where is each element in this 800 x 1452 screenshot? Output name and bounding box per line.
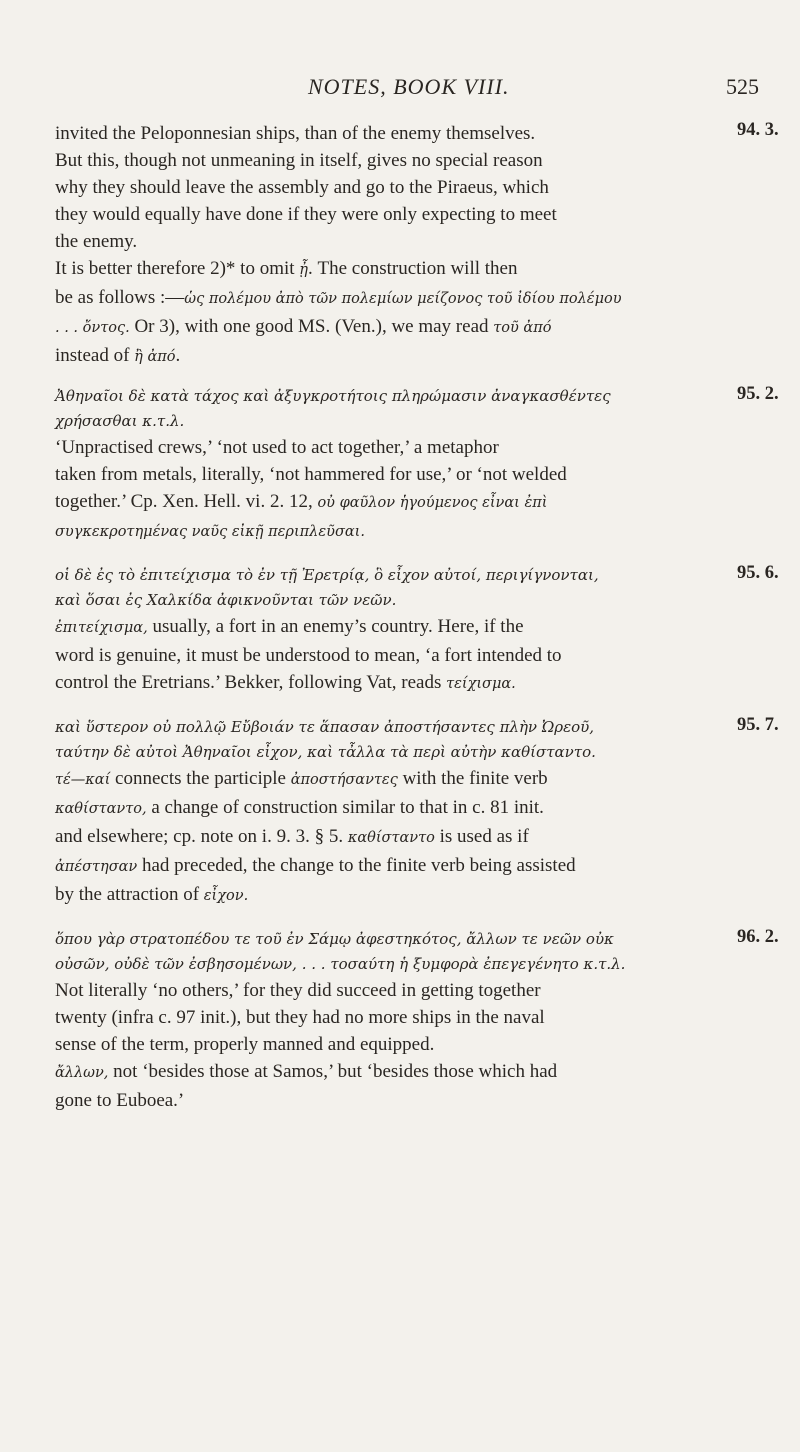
lemma	[55, 384, 779, 434]
text-span: instead of	[55, 345, 135, 366]
greek-quote: συγκεκροτημένας ναῦς εἰκῇ περιπλεῦσαι.	[55, 524, 365, 540]
greek-term: καθίσταντο	[347, 830, 435, 846]
greek-term: ἐπιτείχισμα,	[55, 620, 148, 636]
text-span: control the Eretrians.’ Bekker, following Vat, reads	[55, 672, 447, 693]
text-line: they would equally have done if they were only expecting to meet	[55, 204, 557, 225]
text-line: gone to Euboea.’	[55, 1090, 185, 1111]
lemma-line: ὅπου γὰρ στρατοπέδου τε τοῦ ἐν Σάμῳ ἀφεστηκότος, ἄλλων τε νεῶν οὐκ	[55, 930, 614, 948]
greek-quote: οὐ φαῦλον ἡγούμενος εἶναι ἐπὶ	[317, 495, 548, 511]
lemma-line: οἱ δὲ ἐς τὸ ἐπιτείχισμα τὸ ἐν τῇ Ἐρετρίᾳ, ὃ εἶχον αὐτοί, περιγίγνονται,	[55, 566, 599, 584]
lemma-line: καὶ ὕστερον οὐ πολλῷ Εὔβοιάν τε ἅπασαν ἀποστήσαντες πλὴν Ὠρεοῦ,	[55, 718, 595, 736]
greek-term: ἄλλων,	[55, 1065, 109, 1081]
text-line	[55, 284, 730, 313]
lemma-line: χρήσασθαι κ.τ.λ.	[55, 412, 185, 430]
greek-term: ἢ ἀπό	[134, 349, 176, 365]
text-line: twenty (infra c. 97 init.), but they had no more ships in the naval	[55, 1007, 545, 1028]
page-number: 525	[726, 74, 759, 99]
text-span: Or 3), with one good MS. (Ven.), we may read	[129, 316, 494, 337]
paragraph	[55, 613, 730, 698]
text-span: with the finite verb	[397, 768, 548, 789]
text-line	[55, 852, 730, 881]
lemma-line: καὶ ὅσαι ἐς Χαλκίδα ἀφικνοῦνται τῶν νεῶν.	[55, 591, 397, 609]
text-span: by the attraction of	[55, 884, 204, 905]
text-span: It is better therefore 2)* to omit	[55, 258, 300, 279]
paragraph	[55, 120, 779, 255]
text-span: usually, a fort in an enemy’s country. Here, if the	[147, 616, 524, 637]
text-span: together.’ Cp. Xen. Hell. vi. 2. 12,	[55, 491, 318, 512]
section-reference: 96. 2.	[737, 927, 779, 947]
paragraph	[55, 255, 730, 371]
section-reference: 94. 3.	[737, 120, 779, 140]
text-span: a change of construction similar to that in c. 81 init.	[146, 797, 544, 818]
greek-term: τοῦ ἀπό	[493, 320, 552, 336]
text-span: and elsewhere; cp. note on i. 9. 3. § 5.	[55, 826, 348, 847]
greek-term: ᾖ	[299, 262, 308, 278]
text-line: invited the Peloponnesian ships, than of the enemy themselves.	[55, 123, 536, 144]
lemma	[55, 563, 779, 613]
greek-term: ἀποστήσαντες	[290, 772, 398, 788]
section-reference: 95. 6.	[737, 563, 779, 583]
text-line	[55, 669, 730, 698]
section-reference: 95. 7.	[737, 715, 779, 735]
paragraph	[55, 765, 730, 910]
text-line	[55, 488, 730, 517]
text-span: . The construction will then	[307, 258, 518, 279]
text-span: not ‘besides those at Samos,’ but ‘besides those which had	[108, 1061, 558, 1082]
text-line	[55, 313, 730, 342]
running-header	[0, 74, 800, 110]
text-line: taken from metals, literally, ‘not hammered for use,’ or ‘not welded	[55, 464, 567, 485]
text-span: connects the participle	[110, 768, 291, 789]
text-span: be as follows :—	[55, 287, 185, 308]
text-line: the enemy.	[55, 231, 138, 252]
text-line	[55, 794, 730, 823]
lemma-line: Ἀθηναῖοι δὲ κατὰ τάχος καὶ ἀξυγκροτήτοις πληρώμασιν ἀναγκασθέντες	[55, 387, 611, 405]
text-line	[55, 765, 730, 794]
lemma	[55, 715, 779, 765]
greek-term: ἀπέστησαν	[55, 859, 138, 875]
text-line	[55, 881, 730, 910]
lemma-line: οὐσῶν, οὐδὲ τῶν ἐσβησομένων, . . . τοσαύτη ἡ ξυμφορὰ ἐπεγεγένητο κ.τ.λ.	[55, 955, 626, 973]
text-line	[55, 255, 730, 284]
text-line: Not literally ‘no others,’ for they did succeed in getting together	[55, 980, 541, 1001]
greek-term: τέ—καί	[55, 772, 111, 788]
greek-term: καθίσταντο,	[55, 801, 147, 817]
greek-term: τείχισμα.	[446, 676, 516, 692]
greek-quote: ὡς πολέμου ἀπὸ τῶν πολεμίων μείζονος τοῦ ἰδίου πολέμου	[184, 291, 622, 307]
page-body	[55, 120, 779, 1114]
text-span: had preceded, the change to the finite verb being assisted	[137, 855, 576, 876]
lemma-line: ταύτην δὲ αὐτοὶ Ἀθηναῖοι εἶχον, καὶ τἆλλα τὰ περὶ αὐτὴν καθίσταντο.	[55, 743, 596, 761]
text-line	[55, 1058, 730, 1087]
text-line: word is genuine, it must be understood to mean, ‘a fort intended to	[55, 645, 562, 666]
text-line: ‘Unpractised crews,’ ‘not used to act together,’ a metaphor	[55, 437, 499, 458]
paragraph	[55, 434, 730, 546]
greek-quote: . . . ὄντος.	[55, 320, 130, 336]
text-line: sense of the term, properly manned and equipped.	[55, 1034, 435, 1055]
text-span: .	[175, 345, 181, 366]
text-line	[55, 613, 730, 642]
text-line	[55, 823, 730, 852]
section-reference: 95. 2.	[737, 384, 779, 404]
text-line: why they should leave the assembly and go to the Piraeus, which	[55, 177, 549, 198]
paragraph	[55, 977, 730, 1114]
lemma	[55, 927, 779, 977]
greek-term: εἶχον.	[203, 888, 249, 904]
running-title: NOTES, BOOK VIII.	[308, 74, 510, 99]
text-span: is used as if	[434, 826, 529, 847]
text-line	[55, 517, 730, 546]
text-line	[55, 342, 730, 371]
text-line: But this, though not unmeaning in itself, gives no special reason	[55, 150, 543, 171]
